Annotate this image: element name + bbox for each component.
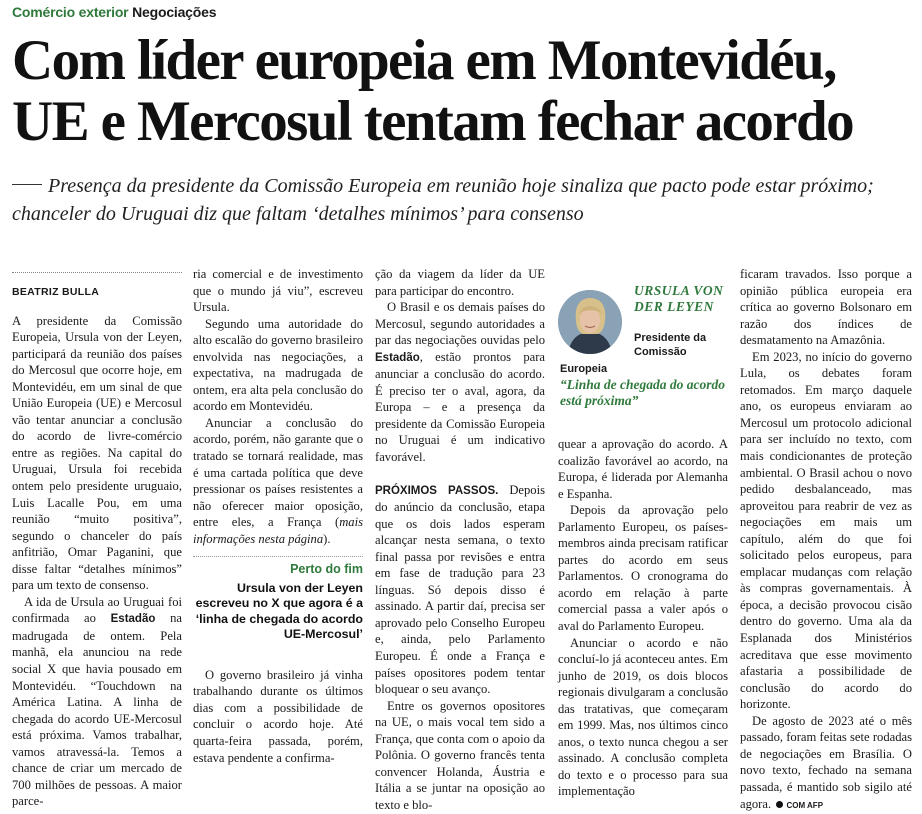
paragraph: ção da viagem da líder da UE para participar do encontro. xyxy=(375,267,545,298)
column-4 xyxy=(558,436,728,800)
credit-note: COM AFP xyxy=(786,800,824,810)
publication-name: Estadão xyxy=(375,351,420,364)
quote-author-role-cont: Europeia xyxy=(560,363,608,375)
text-run: Anunciar a conclusão do acordo, porém, não garante que o tratado se tornará realidade, mas é uma cartada política que deve pressionar os países resistentes a não oferecer maior oposição, entre eles, a França ( xyxy=(193,415,363,530)
text-run: De agosto de 2023 até o mês passado, foram feitas sete rodadas de negociações em Brasília. O novo texto, fechado na semana passada, é mantido sob sigilo até agora. xyxy=(740,713,912,811)
column-3 xyxy=(375,266,545,814)
paragraph: Segundo uma autoridade do alto escalão do governo brasileiro envolvida nas negociações, a expectativa, na madrugada de ontem, era alta pela conclusão do acordo em Montevidéu. xyxy=(193,316,363,414)
paragraph xyxy=(375,482,545,698)
paragraph xyxy=(740,713,912,814)
deck-rule xyxy=(12,184,42,185)
text-run: O Brasil e os demais países do Mercosul, segundo autoridades a par das negociações ouvidas pelo xyxy=(375,300,545,348)
subsection-label: Negociações xyxy=(132,4,217,20)
byline: BEATRIZ BULLA xyxy=(12,286,100,298)
paragraph xyxy=(375,299,545,465)
text-run: A ida de Ursula ao Uruguai foi confirmada ao xyxy=(12,594,182,626)
pull-quote-text: Ursula von der Leyen escreveu no X que agora é a ‘linha de chegada do acordo UE-Mercosul’ xyxy=(195,580,363,642)
publication-name: Estadão xyxy=(110,613,156,626)
section-kicker xyxy=(12,4,216,20)
quote-author-name: URSULA VON DER LEYEN xyxy=(634,283,724,314)
paragraph: ficaram travados. Isso porque a opinião pública europeia era crítica ao governo Bolsonaro em razão dos índices de desmatamento na Amazônia. xyxy=(740,267,912,348)
paragraph: A presidente da Comissão Europeia, Ursula von der Leyen, participará da reunião dos países do Mercosul que ocorre hoje, em Montevidéu, em um sinal de que União Europeia (UE) e Mercosul vão tentar anunciar a conclusão do acordo de livre-comércio entre as regiões. Na capital do Uruguai, Ursula foi recebida ontem pelo presidente uruguaio, Luis Lacalle Pou, em uma reunião “muito positiva”, segundo o chanceler do país anfitrião, Omar Paganini, que disse faltar “detalhes mínimos” para um texto de consenso. xyxy=(12,313,182,593)
role-line: Presidente da xyxy=(634,332,707,344)
paragraph: Anunciar o acordo e não concluí-lo já aconteceu antes. Em junho de 2019, os dois blocos regionais divulgaram a conclusão das tratativas, que começaram em 1999. Mas, nos últimos cinco anos, o texto nunca chegou a ser assinado. A conclusão completa do texto e o processo para sua implementação xyxy=(558,635,728,799)
pull-quote-kicker: Perto do fim xyxy=(290,562,363,577)
pull-quote xyxy=(193,556,363,643)
text-run: ). xyxy=(323,531,331,546)
paragraph: O governo brasileiro já vinha trabalhando durante os últimos dias com a possibilidade de concluir o acordo hoje. Até quarta-feira passada, porém, estava pendente a confirma- xyxy=(193,667,363,765)
paragraph: quear a aprovação do acordo. A coalizão favorável ao acordo, na Europa, é liderada por Alemanha e Espanha. xyxy=(558,437,728,501)
section-label: Comércio exterior xyxy=(12,4,129,20)
column-1 xyxy=(12,266,182,810)
paragraph xyxy=(193,415,363,547)
paragraph: Depois da aprovação pelo Parlamento Europeu, os países-membros ainda precisam ratificar partes do acordo em seus Parlamentos. O cronograma do acordo em relação à parte comercial passa a valer após o aval do Parlamento Europeu. xyxy=(558,503,728,634)
quote-box xyxy=(558,278,733,418)
paragraph: Em 2023, no início do governo Lula, os debates foram retomados. Em março daquele ano, os europeus enviaram ao Mercosul um protocolo adicional para ser incluído no texto, com mais condicionantes de proteção ambiental. O Brasil achou o novo pedido desbalanceado, mas aproveitou para reabrir de vez as negociações em mais um capítulo, além do que foi solicitado pelos europeus, para emplacar mudanças com relação às compras governamentais. À época, a decisão provocou cisão dentro do governo. Uma ala da Esplanada dos Ministérios acreditava que esse movimento afastaria a possibilidade de conclusão do acordo do horizonte. xyxy=(740,349,912,712)
text-run: , estão prontos para anunciar a conclusão do acordo. É preciso ter o aval, agora, da Europa – e a presença da presidente da Comissão Europeia no Uruguai é um indicativo favorável. xyxy=(375,349,545,465)
avatar xyxy=(558,290,622,354)
deck-text: Presença da presidente da Comissão Europeia em reunião hoje sinaliza que pacto pode estar próximo; chanceler do Uruguai diz que faltam ‘detalhes mínimos’ para consenso xyxy=(12,175,874,225)
cross-reference: mais informações nesta página xyxy=(193,515,363,546)
subhead-lead: PRÓXIMOS PASSOS. xyxy=(375,484,499,497)
role-line: Comissão xyxy=(634,346,687,358)
column-5 xyxy=(740,266,912,814)
byline-rule xyxy=(12,272,182,273)
end-mark-icon xyxy=(776,801,783,808)
deck xyxy=(12,172,912,228)
portrait-image xyxy=(558,290,622,354)
paragraph: ria comercial e de investimento que o mundo já viu”, escreveu Ursula. xyxy=(193,267,363,315)
quote-text: “Linha de chegada do acordo está próxima” xyxy=(560,377,725,408)
quote-author-role xyxy=(634,331,724,359)
headline: Com líder europeia em Montevidéu, UE e Mercosul tentam fechar acordo xyxy=(12,29,854,153)
text-run: Depois do anúncio da conclusão, etapa que os dois lados esperam alcançar nesta semana, o texto final passa por revisões e entra em fase de tradução para 23 línguas. Só depois disso é assinado. A partir daí, precisa ser aprovado pelo Conselho Europeu e, ainda, pelo Parlamento Europeu. É onde a França e países opositores podem tentar bloquear o seu avanço. xyxy=(375,482,545,697)
column-2 xyxy=(193,266,363,766)
text-run: na madrugada de ontem. Pela manhã, ela anunciou na rede social X que havia pousado em Montevidéu. “Touchdown na América Latina. A linha de chegada do acordo UE-Mercosul está próxima. Vamos trabalhar, vamos atravessá-la. Temos a chance de criar um mercado de 700 milhões de pessoas. A maior parce- xyxy=(12,611,182,809)
paragraph xyxy=(12,594,182,810)
paragraph: Entre os governos opositores na UE, o mais vocal tem sido a França, que conta com o apoio da Polônia. O governo francês tenta convencer Holanda, Áustria e Itália a se juntar na oposição ao texto e blo- xyxy=(375,698,545,812)
